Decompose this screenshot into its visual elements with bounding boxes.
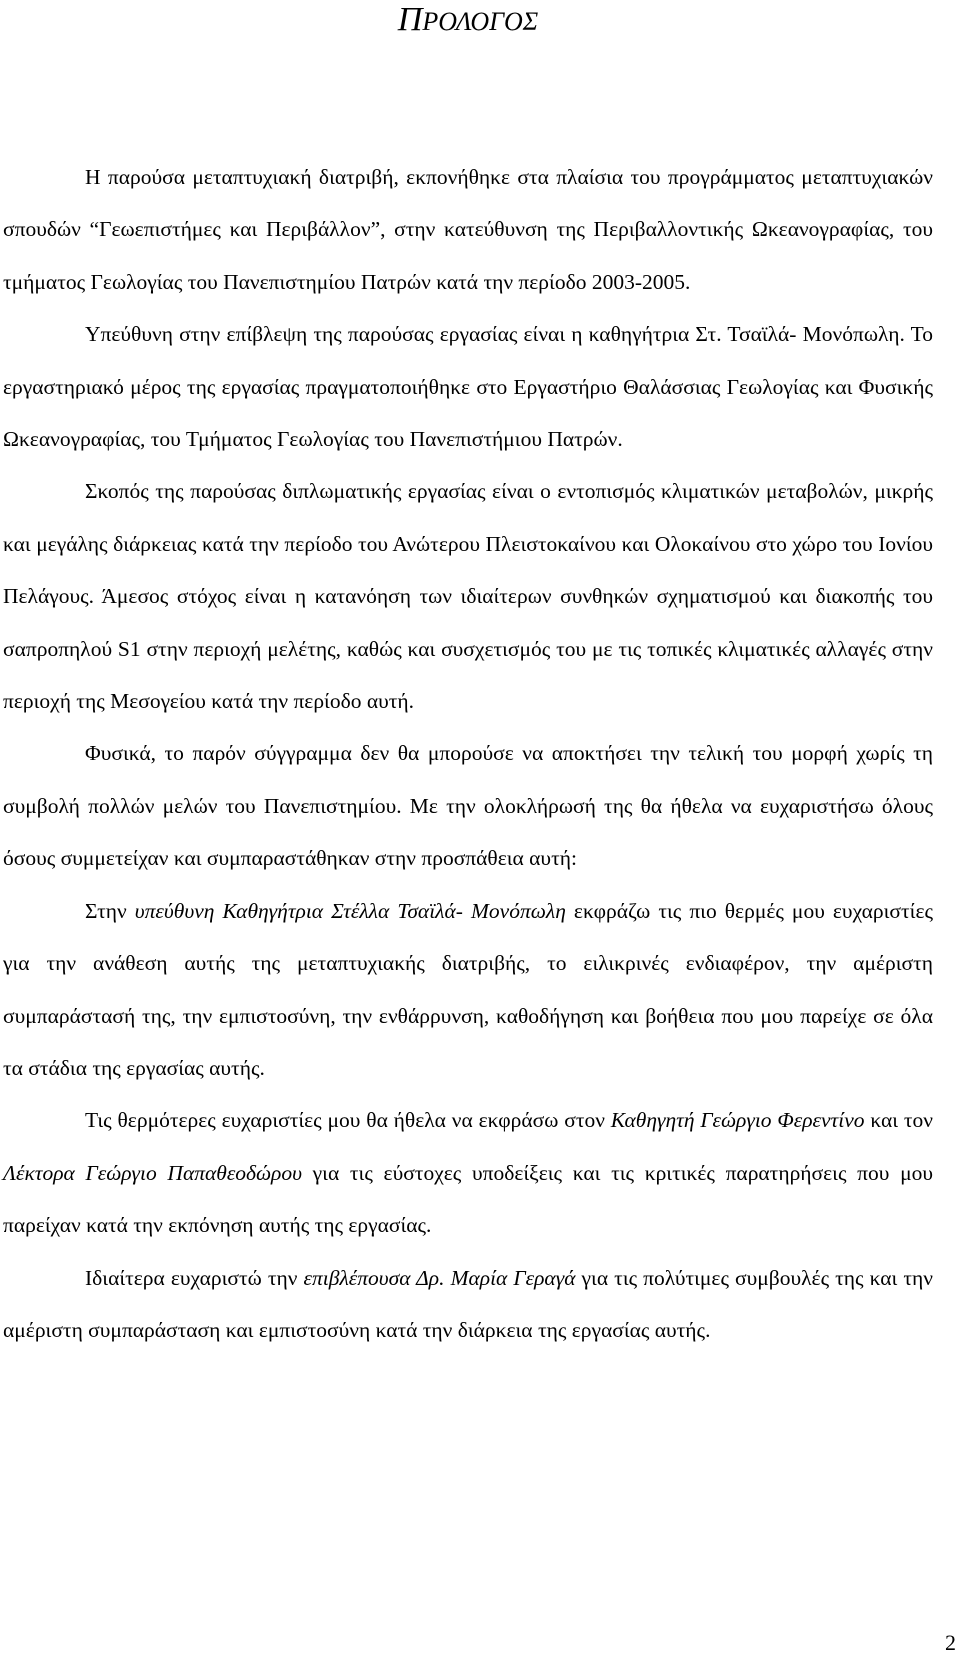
paragraph-7-italic: επιβλέπουσα Δρ. Μαρία Γεραγά xyxy=(303,1265,576,1290)
paragraph-6-italic-2: Λέκτορα Γεώργιο Παπαθεοδώρου xyxy=(3,1160,302,1185)
paragraph-3: Σκοπός της παρούσας διπλωματικής εργασίας είναι ο εντοπισμός κλιματικών μεταβολών, μικρής και μεγάλης διάρκειας κατά την περίοδο του Ανώτερου Πλειστοκαίνου και Ολοκαίνου στο χώρο του Ιονίου Πελάγους. Άμεσος στόχος είναι η κατανόηση των ιδιαίτερων συνθηκών σχηματισμού και διακοπής του σαπροπηλού S1 στην περιοχή μελέτης, καθώς και συσχετισμός του με τις τοπικές κλιματικές αλλαγές στην περιοχή της Μεσογείου κατά την περίοδο αυτή. xyxy=(3,479,933,714)
page-title xyxy=(3,0,933,42)
paragraph-2: Υπεύθυνη στην επίβλεψη της παρούσας εργασίας είναι η καθηγήτρια Στ. Τσαϊλά- Μονόπωλη. Το εργαστηριακό μέρος της εργασίας πραγματοποιήθηκε στο Εργαστήριο Θαλάσσιας Γεωλογίας και Φυσικής Ωκεανογραφίας, του Τμήματος Γεωλογίας του Πανεπιστήμιου Πατρών. xyxy=(3,322,933,452)
title-rest: ΡΟΛΟΓΟΣ xyxy=(422,7,539,36)
paragraph-5 xyxy=(3,885,933,1095)
paragraph-6-italic-1: Καθηγητή Γεώργιο Φερεντίνο xyxy=(610,1108,865,1133)
paragraph-7 xyxy=(3,1252,933,1357)
body-text xyxy=(3,151,933,1356)
paragraph-6 xyxy=(3,1094,933,1251)
title-initial: Π xyxy=(397,1,423,38)
paragraph-4: Φυσικά, το παρόν σύγγραμμα δεν θα μπορούσε να αποκτήσει την τελική του μορφή χωρίς τη συμβολή πολλών μελών του Πανεπιστημίου. Με την ολοκλήρωσή της θα ήθελα να ευχαριστήσω όλους όσους συμμετείχαν και συμπαραστάθηκαν στην προσπάθεια αυτή: xyxy=(3,741,933,871)
paragraph-5-post: εκφράζω τις πιο θερμές μου ευχαριστίες για την ανάθεση αυτής της μεταπτυχιακής διατριβής, το ειλικρινές ενδιαφέρον, την αμέριστη συμπαράστασή της, την εμπιστοσύνη, την ενθάρρυνση, καθοδήγηση και βοήθεια που μου παρείχε σε όλα τα στάδια της εργασίας αυτής. xyxy=(3,898,933,1080)
page-number: 2 xyxy=(945,1630,956,1655)
paragraph-1: Η παρούσα μεταπτυχιακή διατριβή, εκπονήθηκε στα πλαίσια του προγράμματος μεταπτυχιακών σπουδών “Γεωεπιστήμες και Περιβάλλον”, στην κατεύθυνση της Περιβαλλοντικής Ωκεανογραφίας, του τμήματος Γεωλογίας του Πανεπιστημίου Πατρών κατά την περίοδο 2003-2005. xyxy=(3,165,933,294)
paragraph-7-post: για τις πολύτιμες συμβουλές της και την αμέριστη συμπαράσταση και εμπιστοσύνη κατά την διάρκεια της εργασίας αυτής. xyxy=(3,1265,934,1342)
paragraph-6-mid: και τον xyxy=(864,1108,933,1133)
paragraph-6-post: για τις εύστοχες υποδείξεις και τις κριτικές παρατηρήσεις που μου παρείχαν κατά την εκπόνηση αυτής της εργασίας. xyxy=(3,1160,933,1238)
paragraph-5-pre: Στην xyxy=(85,898,135,923)
paragraph-6-pre: Τις θερμότερες ευχαριστίες μου θα ήθελα να εκφράσω στον xyxy=(85,1108,611,1133)
paragraph-5-italic: υπεύθυνη Καθηγήτρια Στέλλα Τσαϊλά- Μονόπωλη xyxy=(134,898,566,923)
paragraph-7-pre: Ιδιαίτερα ευχαριστώ την xyxy=(85,1265,304,1290)
